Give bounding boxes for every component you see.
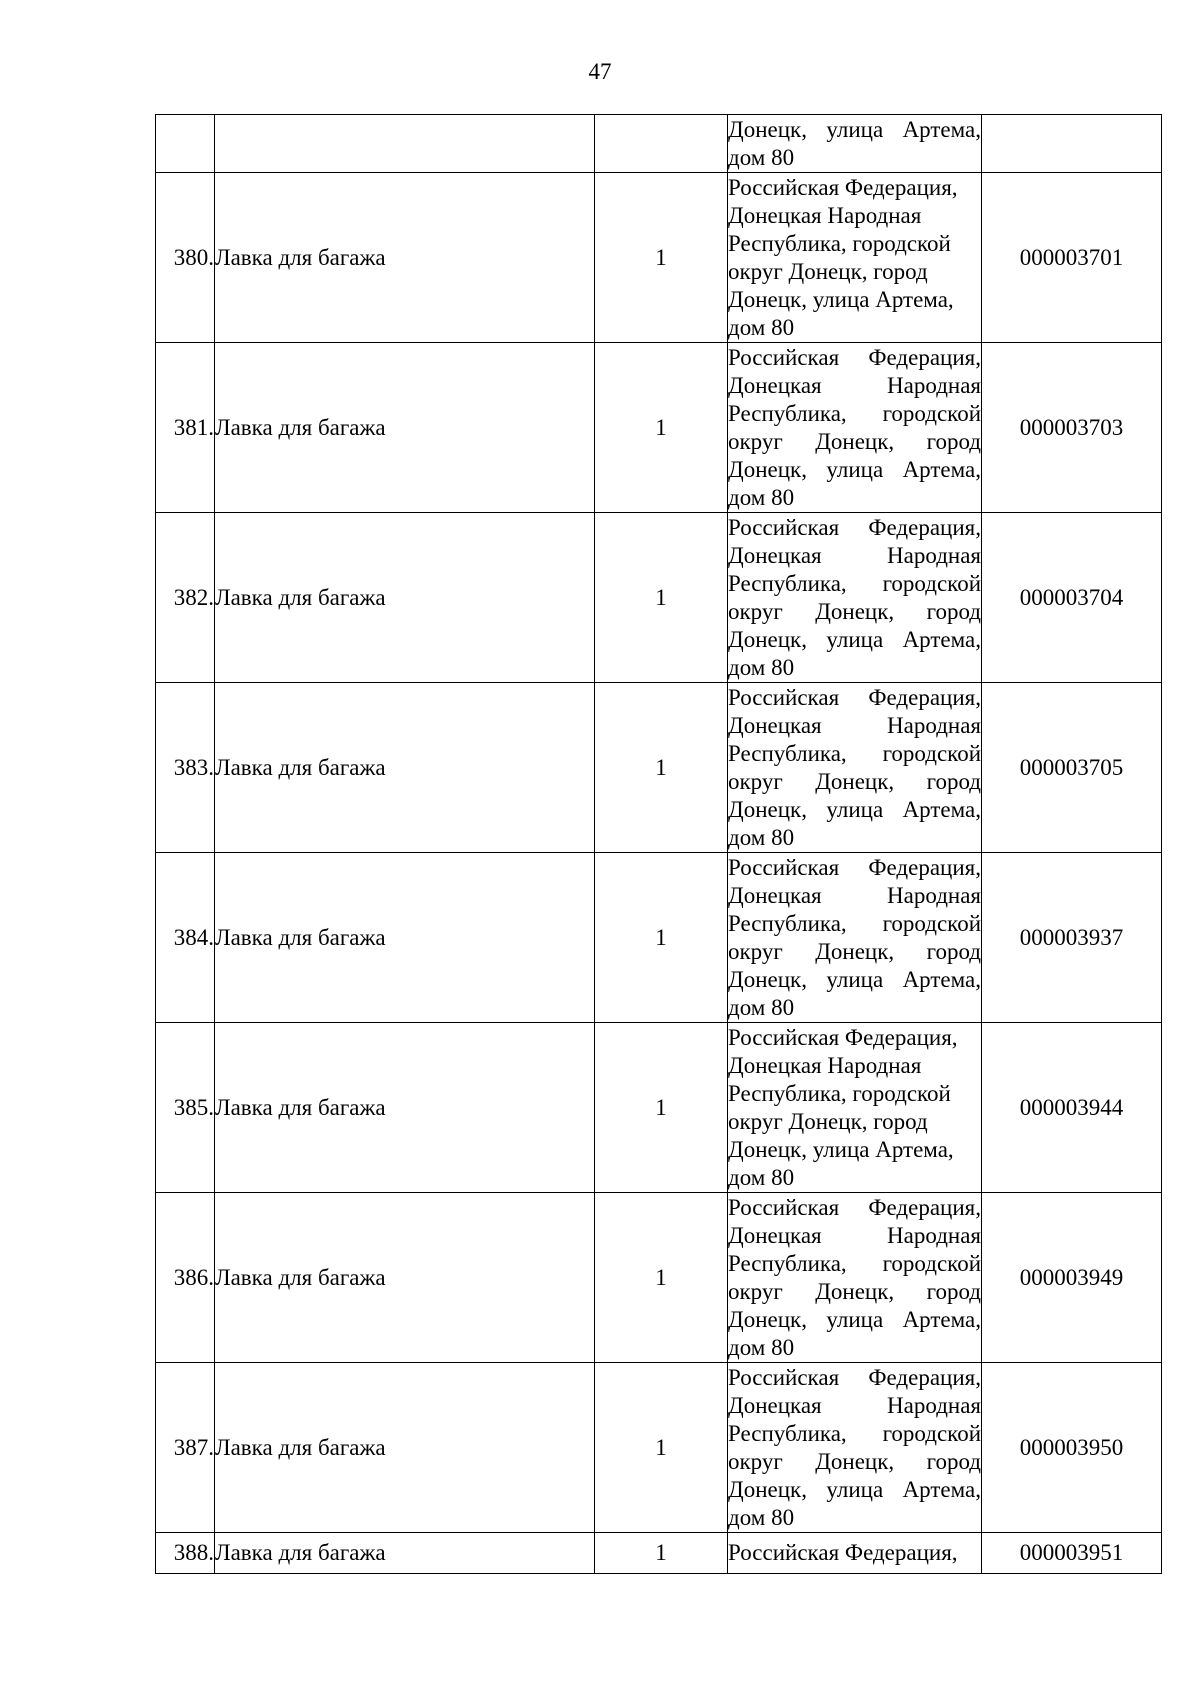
address-cell: Российская Федерация, Донецкая Народная Республика, городской округ Донецк, город Донецк, улица Артема, дом 80: [728, 173, 982, 343]
item-name-cell: Лавка для багажа: [215, 343, 595, 513]
address-cell: Российская Федерация, Донецкая Народная Республика, городской округ Донецк, город Донецк, улица Артема, дом 80: [728, 853, 982, 1023]
quantity-cell: 1: [595, 513, 728, 683]
item-name-cell: Лавка для багажа: [215, 1363, 595, 1533]
quantity-cell: [595, 115, 728, 173]
inventory-number-cell: 000003704: [982, 513, 1162, 683]
inventory-number-cell: 000003949: [982, 1193, 1162, 1363]
item-name-cell: Лавка для багажа: [215, 1533, 595, 1574]
row-number-cell: 384.: [156, 853, 215, 1023]
item-name-cell: [215, 115, 595, 173]
table-row: [156, 1363, 1162, 1533]
quantity-cell: 1: [595, 173, 728, 343]
row-number-cell: 385.: [156, 1023, 215, 1193]
quantity-cell: 1: [595, 1363, 728, 1533]
row-number-cell: 381.: [156, 343, 215, 513]
row-number-cell: 386.: [156, 1193, 215, 1363]
item-name-cell: Лавка для багажа: [215, 1023, 595, 1193]
address-cell: Российская Федерация, Донецкая Народная Республика, городской округ Донецк, город Донецк, улица Артема, дом 80: [728, 683, 982, 853]
row-number-cell: 380.: [156, 173, 215, 343]
item-name-cell: Лавка для багажа: [215, 683, 595, 853]
page-number: 47: [588, 59, 612, 84]
row-number-cell: 387.: [156, 1363, 215, 1533]
table-row: [156, 1193, 1162, 1363]
quantity-cell: 1: [595, 853, 728, 1023]
table-row: [156, 1533, 1162, 1574]
item-name-cell: Лавка для багажа: [215, 173, 595, 343]
inventory-number-cell: 000003951: [982, 1533, 1162, 1574]
table-row: [156, 173, 1162, 343]
address-cell: Российская Федерация, Донецкая Народная Республика, городской округ Донецк, город Донецк, улица Артема, дом 80: [728, 1193, 982, 1363]
row-number-cell: 383.: [156, 683, 215, 853]
table-row: [156, 683, 1162, 853]
inventory-number-cell: 000003937: [982, 853, 1162, 1023]
address-cell: Российская Федерация, Донецкая Народная Республика, городской округ Донецк, город Донецк, улица Артема, дом 80: [728, 513, 982, 683]
table-row: [156, 1023, 1162, 1193]
address-cell: Донецк, улица Артема, дом 80: [728, 115, 982, 173]
table-row-continuation: [156, 115, 1162, 173]
table-row: [156, 343, 1162, 513]
table-row: [156, 853, 1162, 1023]
quantity-cell: 1: [595, 683, 728, 853]
quantity-cell: 1: [595, 343, 728, 513]
inventory-number-cell: 000003944: [982, 1023, 1162, 1193]
quantity-cell: 1: [595, 1193, 728, 1363]
row-number-cell: 382.: [156, 513, 215, 683]
quantity-cell: 1: [595, 1533, 728, 1574]
item-name-cell: Лавка для багажа: [215, 513, 595, 683]
inventory-number-cell: 000003701: [982, 173, 1162, 343]
address-cell: Российская Федерация, Донецкая Народная Республика, городской округ Донецк, город Донецк, улица Артема, дом 80: [728, 343, 982, 513]
inventory-number-cell: 000003703: [982, 343, 1162, 513]
address-cell: Российская Федерация, Донецкая Народная Республика, городской округ Донецк, город Донецк, улица Артема, дом 80: [728, 1363, 982, 1533]
quantity-cell: 1: [595, 1023, 728, 1193]
address-cell: Российская Федерация, Донецкая Народная Республика, городской округ Донецк, город Донецк, улица Артема, дом 80: [728, 1023, 982, 1193]
table-row: [156, 513, 1162, 683]
address-cell: Российская Федерация,: [728, 1533, 982, 1574]
inventory-number-cell: 000003705: [982, 683, 1162, 853]
property-registry-table: [155, 114, 1162, 1574]
item-name-cell: Лавка для багажа: [215, 853, 595, 1023]
inventory-number-cell: 000003950: [982, 1363, 1162, 1533]
row-number-cell: [156, 115, 215, 173]
row-number-cell: 388.: [156, 1533, 215, 1574]
inventory-number-cell: [982, 115, 1162, 173]
item-name-cell: Лавка для багажа: [215, 1193, 595, 1363]
